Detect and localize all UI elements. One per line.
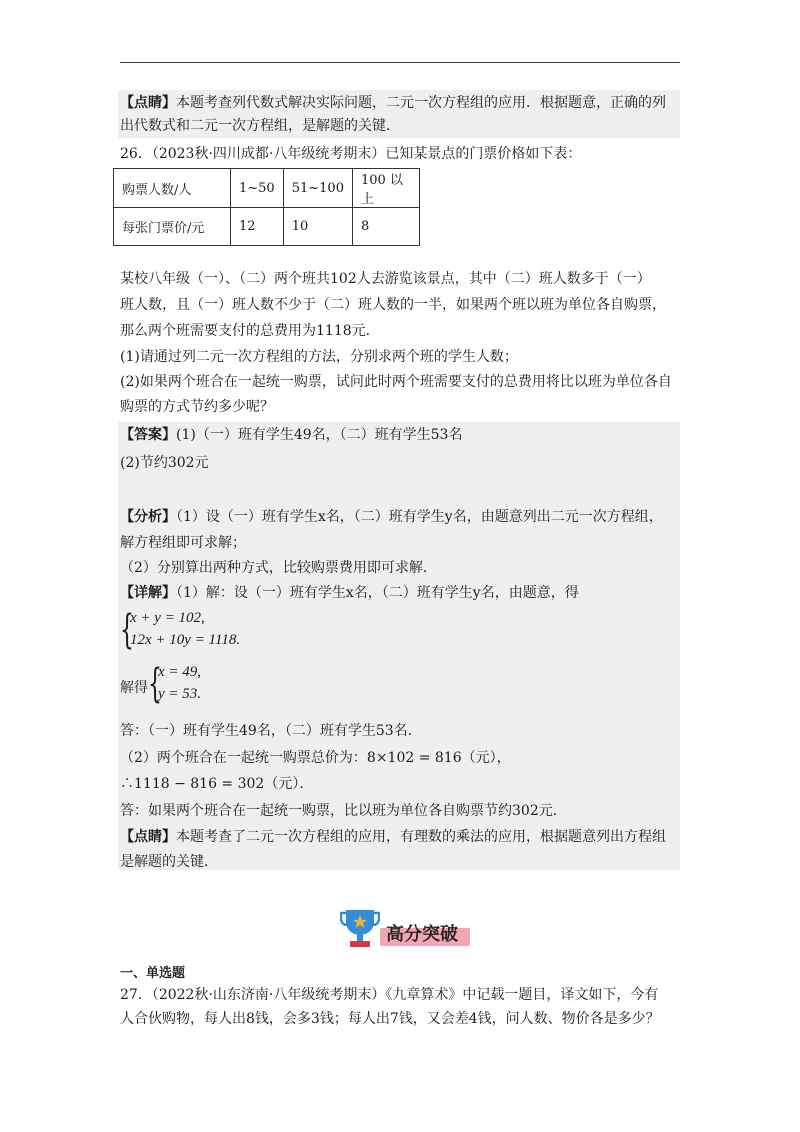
table-cell: 51~100 xyxy=(283,169,352,208)
analysis-line-2: 解方程组即可求解； xyxy=(120,535,246,551)
trophy-icon xyxy=(340,906,380,950)
table-cell: 1~50 xyxy=(231,169,284,208)
sub-question-2-line-1: (2)如果两个班合在一起统一购票，试问此时两个班需要支付的总费用将比以班为单位各自 xyxy=(120,374,672,390)
header-rule xyxy=(120,62,680,63)
left-brace: { xyxy=(120,607,134,653)
ticket-price-table xyxy=(113,168,420,246)
solution-x: x = 49, xyxy=(158,664,202,680)
banner-title: 高分突破 xyxy=(386,924,458,945)
left-brace: { xyxy=(148,661,162,707)
question-27-line-1: 27．（2022秋·山东济南·八年级统考期末）《九章算术》中记载一题目，译文如下，今有 xyxy=(120,987,659,1003)
comment-1-line-1: 【点睛】本题考查列代数式解决实际问题，二元一次方程组的应用．根据题意，正确的列 xyxy=(120,95,666,111)
table-cell: 100 以上 xyxy=(352,169,419,208)
sub-question-2-line-2: 购票的方式节约多少呢？ xyxy=(120,399,274,415)
problem-text-line-2: 班人数，且（一）班人数不少于（二）班人数的一半，如果两个班以班为单位各自购票， xyxy=(120,297,666,313)
sub-question-1: (1)请通过列二元一次方程组的方法，分别求两个班的学生人数； xyxy=(120,349,518,365)
detail-part-2: （2）两个班合在一起统一购票总价为：8×102 = 816（元）， xyxy=(120,750,511,766)
section-banner xyxy=(380,920,470,946)
table-cell: 8 xyxy=(352,208,419,246)
table-cell: 10 xyxy=(283,208,352,246)
comment-2-line-2: 是解题的关键． xyxy=(120,854,218,870)
table-row xyxy=(114,169,420,208)
analysis-line-1: 【分析】（1）设（一）班有学生x名，（二）班有学生y名，由题意列出二元一次方程组， xyxy=(120,509,663,525)
comment-1-line-2: 出代数式和二元一次方程组，是解题的关键． xyxy=(120,118,400,134)
answer-line-2: (2)节约302元 xyxy=(120,455,209,471)
problem-text-line-1: 某校八年级（一）、（二）两个班共102人去游览该景点，其中（二）班人数多于（一） xyxy=(120,271,651,287)
table-cell: 每张门票价/元 xyxy=(114,208,231,246)
solution-y: y = 53. xyxy=(158,686,202,702)
analysis-line-3: （2）分别算出两种方式，比较购票费用即可求解． xyxy=(120,560,437,576)
comment-2-line-1: 【点睛】本题考查了二元一次方程组的应用，有理数的乘法的应用，根据题意列出方程组 xyxy=(120,829,666,845)
solve-label: 解得 xyxy=(120,680,148,696)
table-row xyxy=(114,208,420,246)
question-26-heading: 26．（2023秋·四川成都·八年级统考期末）已知某景点的门票价格如下表： xyxy=(120,146,582,162)
equation-1: x + y = 102, xyxy=(130,610,205,626)
detail-conclusion: 答：如果两个班合在一起统一购票，比以班为单位各自购票节约302元． xyxy=(120,803,567,819)
table-cell: 购票人数/人 xyxy=(114,169,231,208)
problem-text-line-3: 那么两个班需要支付的总费用为1118元． xyxy=(120,323,380,339)
section-heading: 一、单选题 xyxy=(120,966,186,981)
equation-2: 12x + 10y = 1118. xyxy=(130,632,241,648)
detail-answer: 答：（一）班有学生49名，（二）班有学生53名． xyxy=(120,723,422,739)
table-cell: 12 xyxy=(231,208,284,246)
question-27-line-2: 人合伙购物，每人出8钱，会多3钱；每人出7钱，又会差4钱，问人数、物价各是多少？ xyxy=(120,1011,660,1027)
answer-line-1: 【答案】(1)（一）班有学生49名，（二）班有学生53名 xyxy=(120,427,463,443)
detail-line-1: 【详解】（1）解：设（一）班有学生x名，（二）班有学生y名，由题意，得 xyxy=(120,585,579,601)
detail-calculation: ∴1118 − 816 = 302（元）． xyxy=(120,776,314,792)
